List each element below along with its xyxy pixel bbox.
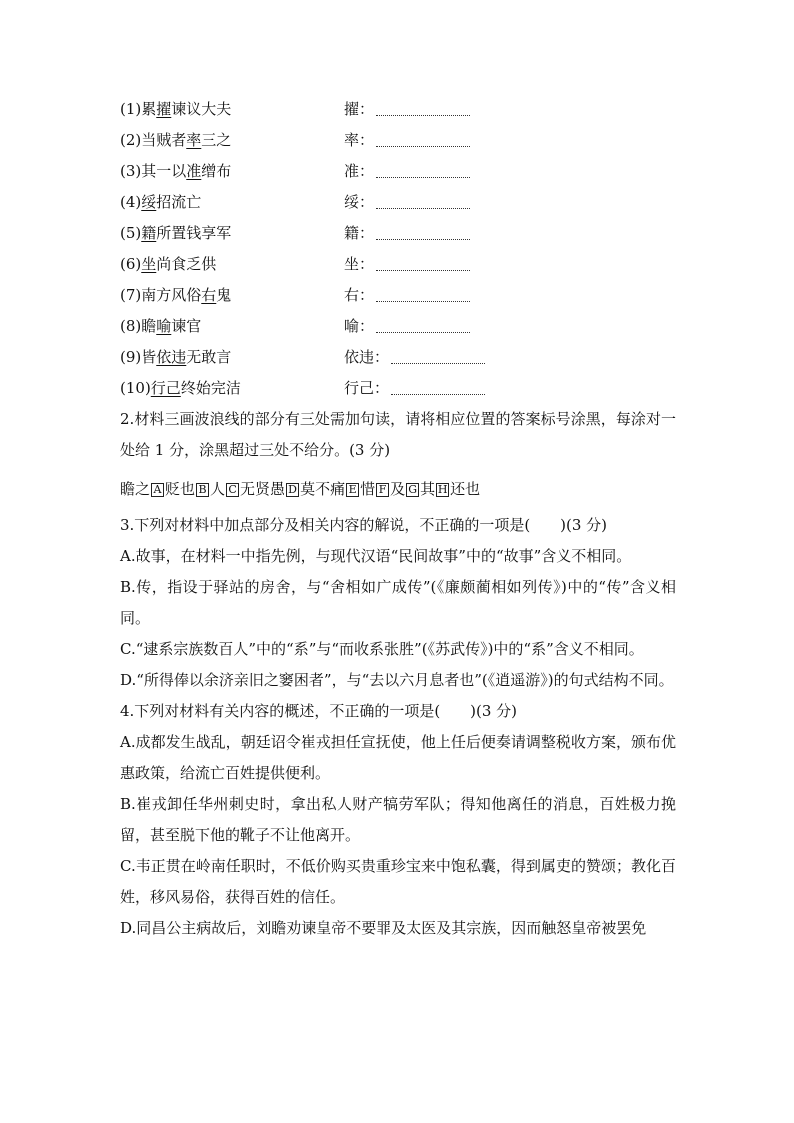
gloss-label: 绥： [344,193,375,211]
vocab-target-word: 率 [186,131,202,149]
answer-blank[interactable] [391,345,485,364]
sentence-text: 其 [420,480,436,498]
gloss-label: 喻： [344,317,375,335]
answer-box-c[interactable]: C [226,483,239,497]
question-4-stem: 4.下列对材料有关内容的概述，不正确的一项是( )(3 分) [120,702,518,720]
vocab-text: 尚食乏供 [156,255,217,273]
vocab-text: 瞻 [141,317,157,335]
question-2-text: 2.材料三画波浪线的部分有三处需加句读，请将相应位置的答案标号涂黑，每涂对一处给 1 分，涂黑超过三处不给分。(3 分) [120,410,676,459]
gloss-label: 坐： [344,255,375,273]
vocab-target-word: 籍 [141,224,157,242]
vocab-text: 南方风俗 [141,286,202,304]
answer-box-f[interactable]: F [376,483,389,497]
vocab-text: 其一以 [141,162,187,180]
vocab-text: 当贼者 [141,131,187,149]
sentence-text: 惜 [360,480,376,498]
answer-box-d[interactable]: D [286,483,299,497]
vocab-text: 所置钱享军 [156,224,232,242]
vocab-target-word: 右 [201,286,217,304]
punctuation-line [120,474,676,505]
vocab-gloss [344,373,485,404]
answer-box-e[interactable]: E [346,483,359,497]
vocab-number: (4) [120,193,142,211]
vocab-target-word: 行己 [150,379,181,397]
answer-box-a[interactable]: A [151,483,164,497]
answer-blank[interactable] [376,221,470,240]
vocab-text: 招流亡 [156,193,202,211]
vocab-gloss [344,156,470,187]
vocab-text: 无敢言 [186,348,232,366]
vocab-row [120,94,680,125]
gloss-label: 依违： [344,348,390,366]
vocab-row [120,249,680,280]
question-3-option-c: C.“逮系宗族数百人”中的“系”与“而收系张胜”(《苏武传》)中的“系”含义不相同。 [120,640,644,658]
questions-3-4 [120,510,676,944]
vocab-phrase [120,342,231,373]
gloss-label: 率： [344,131,375,149]
vocab-list [120,94,680,404]
question-3-option-b: B.传，指设于驿站的房舍，与“舍相如广成传”(《廉颇蔺相如列传》)中的“传”含义相同。 [120,578,676,627]
gloss-label: 籍： [344,224,375,242]
vocab-number: (10) [120,379,151,397]
vocab-text: 缯布 [201,162,232,180]
vocab-gloss [344,94,470,125]
answer-blank[interactable] [391,376,485,395]
vocab-number: (5) [120,224,142,242]
vocab-phrase [120,94,231,125]
vocab-gloss [344,125,470,156]
question-3-option-a: A.故事，在材料一中指先例，与现代汉语“民间故事”中的“故事”含义不相同。 [120,547,632,565]
question-4-option-c: C.韦正贯在岭南任职时，不低价购买贵重珍宝来中饱私囊，得到属吏的赞颂；教化百姓，移风易俗，获得百姓的信任。 [120,857,676,906]
vocab-text: 皆 [141,348,157,366]
question-2 [120,404,676,466]
vocab-text: 谏议大夫 [171,100,232,118]
vocab-text: 累 [141,100,157,118]
vocab-row [120,187,680,218]
question-4-option-b: B.崔戎卸任华州刺史时，拿出私人财产犒劳军队；得知他离任的消息，百姓极力挽留，甚至脱下他的靴子不让他离开。 [120,795,676,844]
vocab-text: 鬼 [216,286,232,304]
vocab-phrase [120,156,231,187]
vocab-number: (7) [120,286,142,304]
vocab-phrase [120,249,216,280]
vocab-gloss [344,218,470,249]
vocab-text: 终始完洁 [180,379,241,397]
vocab-row [120,311,680,342]
question-4-option-d: D.同昌公主病故后，刘瞻劝谏皇帝不要罪及太医及其宗族，因而触怒皇帝被罢免 [120,919,647,937]
vocab-phrase [120,373,241,404]
vocab-phrase [120,218,231,249]
vocab-phrase [120,311,201,342]
question-3-stem: 3.下列对材料中加点部分及相关内容的解说，不正确的一项是( )(3 分) [120,516,608,534]
vocab-gloss [344,342,485,373]
answer-blank[interactable] [376,190,470,209]
vocab-target-word: 准 [186,162,202,180]
vocab-text: 三之 [201,131,232,149]
vocab-number: (9) [120,348,142,366]
sentence-text: 瞻之 [120,480,151,498]
answer-blank[interactable] [376,128,470,147]
gloss-label: 行己： [344,379,390,397]
answer-blank[interactable] [376,314,470,333]
sentence-text: 无贤愚 [240,480,286,498]
answer-blank[interactable] [376,252,470,271]
answer-blank[interactable] [376,159,470,178]
answer-box-h[interactable]: H [437,483,448,496]
vocab-row [120,373,680,404]
vocab-target-word: 依违 [156,348,187,366]
vocab-row [120,280,680,311]
answer-box-g[interactable]: G [406,483,419,497]
gloss-label: 准： [344,162,375,180]
gloss-label: 右： [344,286,375,304]
sentence-text: 贬也 [165,480,196,498]
vocab-number: (2) [120,131,142,149]
vocab-gloss [344,249,470,280]
vocab-target-word: 绥 [141,193,157,211]
answer-blank[interactable] [376,97,470,116]
sentence-text: 还也 [450,480,481,498]
answer-blank[interactable] [376,283,470,302]
sentence-text: 莫不痛 [300,480,346,498]
vocab-number: (6) [120,255,142,273]
vocab-row [120,218,680,249]
vocab-gloss [344,311,470,342]
vocab-target-word: 坐 [141,255,157,273]
vocab-gloss [344,187,470,218]
vocab-row [120,156,680,187]
vocab-phrase [120,187,201,218]
question-3-option-d: D.“所得俸以余济亲旧之窭困者”，与“去以六月息者也”(《逍遥游》)的句式结构不同。 [120,671,674,689]
question-4-option-a: A.成都发生战乱，朝廷诏令崔戎担任宣抚使，他上任后便奏请调整税收方案，颁布优惠政策，给流亡百姓提供便利。 [120,733,676,782]
vocab-row [120,342,680,373]
vocab-text: 谏官 [171,317,202,335]
vocab-number: (3) [120,162,142,180]
answer-box-b[interactable]: B [196,483,209,497]
vocab-target-word: 喻 [156,317,172,335]
vocab-row [120,125,680,156]
vocab-number: (1) [120,100,142,118]
vocab-number: (8) [120,317,142,335]
vocab-gloss [344,280,470,311]
gloss-label: 擢： [344,100,375,118]
vocab-target-word: 擢 [156,100,172,118]
sentence-text: 及 [390,480,406,498]
sentence-text: 人 [210,480,226,498]
vocab-phrase [120,125,231,156]
vocab-phrase [120,280,231,311]
